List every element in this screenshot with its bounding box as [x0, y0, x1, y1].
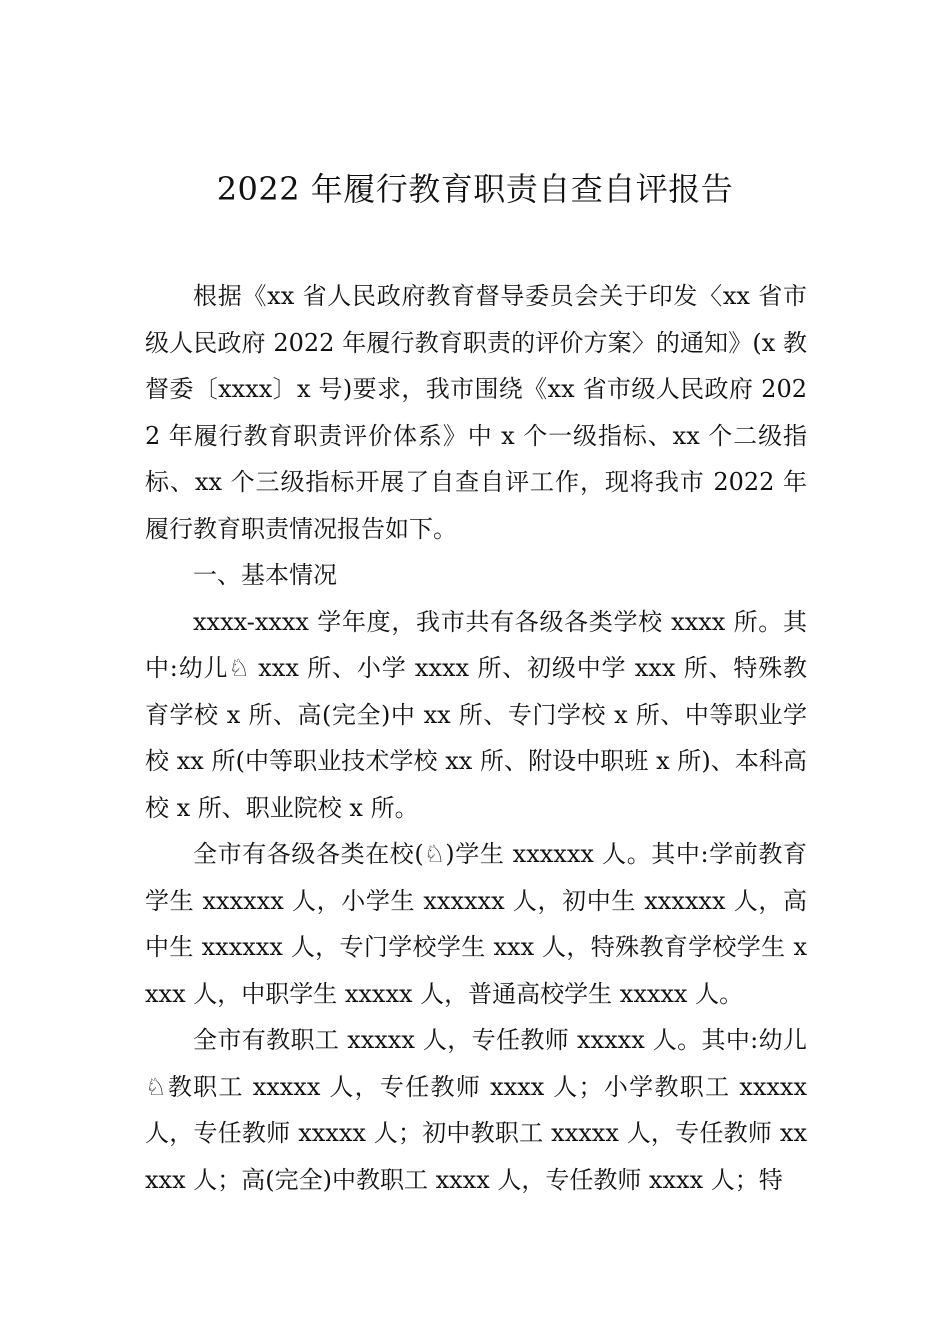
- paragraph-students: 全市有各级各类在校(♘)学生 xxxxxx 人。其中:学前教育学生 xxxxxx 人，小学生 xxxxxx 人，初中生 xxxxxx 人，高中生 xxxxxx 人，专门学校学生 xxx 人，特殊教育学校学生 xxxx 人，中职学生 xxxxx 人，普通高校学生 xxxxx 人。: [145, 840, 807, 1008]
- document-title: 2022 年履行教育职责自查自评报告: [216, 170, 734, 208]
- section-heading-basic-situation: 一、基本情况: [193, 561, 337, 589]
- paragraph-schools: xxxx-xxxx 学年度，我市共有各级各类学校 xxxx 所。其中:幼儿♘ xxx 所、小学 xxxx 所、初级中学 xxx 所、特殊教育学校 x 所、高(完全)中 xx 所、专门学校 x 所、中等职业学校 xx 所(中等职业技术学校 xx 所、附设中职班 x 所)、本科高校 x 所、职业院校 x 所。: [145, 607, 807, 822]
- paragraph-intro: 根据《xx 省人民政府教育督导委员会关于印发〈xx 省市级人民政府 2022 年履行教育职责的评价方案〉的通知》(x 教督委〔xxxx〕x 号)要求，我市围绕《xx 省市级人民政府 2022 年履行教育职责评价体系》中 x 个一级指标、xx 个二级指标、xx 个三级指标开展了自查自评工作，现将我市 2022 年履行教育职责情况报告如下。: [145, 282, 807, 543]
- paragraph-staff: 全市有教职工 xxxxx 人，专任教师 xxxxx 人。其中:幼儿♘教职工 xxxxx 人，专任教师 xxxx 人；小学教职工 xxxxx 人，专任教师 xxxxx 人；初中教职工 xxxxx 人，专任教师 xxxxx 人；高(完全)中教职工 xxxx 人，专任教师 xxxx 人；特: [145, 1026, 807, 1194]
- document-body: [145, 273, 807, 1203]
